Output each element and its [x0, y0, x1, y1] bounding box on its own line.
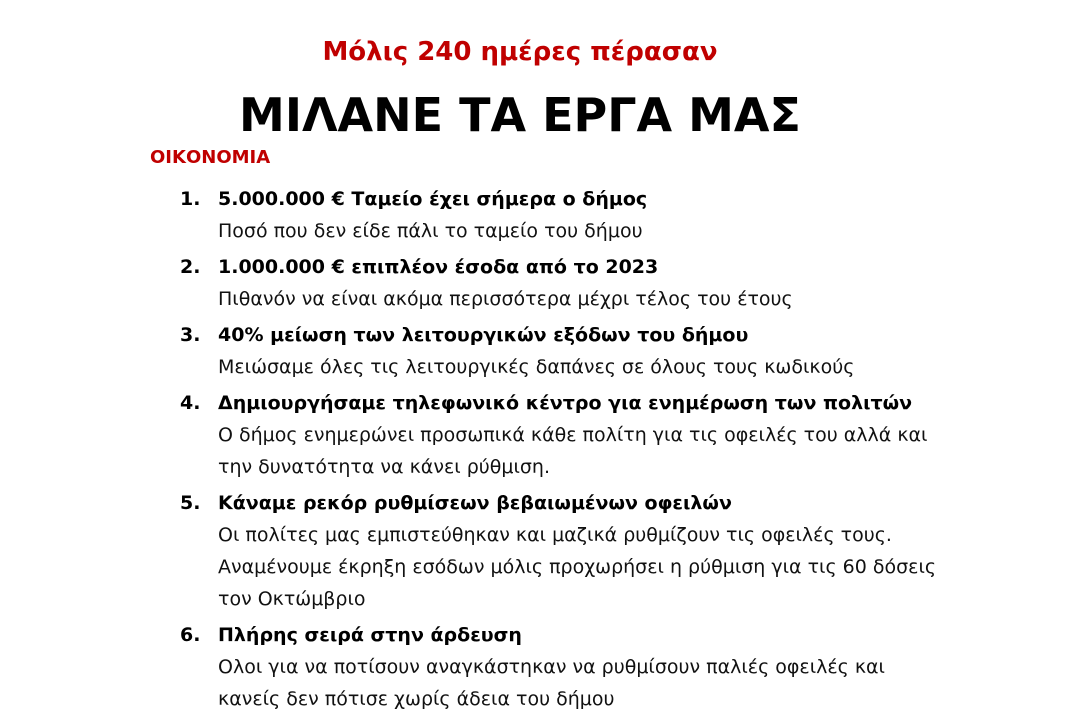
item-description: Ο δήμος ενημερώνει προσωπικά κάθε πολίτη για τις οφειλές του αλλά και την δυνατότητα να κάνει ρύθμιση. — [218, 424, 928, 478]
item-title: 5.000.000 € Ταμείο έχει σήμερα ο δήμος — [218, 188, 648, 210]
section-label: ΟΙΚΟΝΟΜΙΑ — [150, 147, 271, 168]
item-body — [218, 183, 940, 247]
item-description: Ποσό που δεν είδε πάλι το ταμείο του δήμου — [218, 220, 643, 242]
item-number: 1. — [180, 188, 201, 210]
item-title: 1.000.000 € επιπλέον έσοδα από το 2023 — [218, 256, 659, 278]
list-item — [180, 319, 940, 383]
list-item — [180, 387, 940, 483]
item-number: 4. — [180, 392, 201, 414]
item-number: 3. — [180, 324, 201, 346]
item-description: Οι πολίτες μας εμπιστεύθηκαν και μαζικά ρυθμίζουν τις οφειλές τους. Αναμένουμε έκρηξη εσόδων μόλις προχωρήσει η ρύθμιση για τις 60 δόσεις τον Οκτώμβριο — [218, 524, 937, 610]
item-title: Κάναμε ρεκόρ ρυθμίσεων βεβαιωμένων οφειλών — [218, 492, 732, 514]
list-item — [180, 251, 940, 315]
page-title: ΜΙΛΑΝΕ ΤΑ ΕΡΓΑ ΜΑΣ — [239, 88, 801, 142]
achievements-list — [180, 183, 940, 719]
item-body — [218, 619, 940, 715]
item-title: Πλήρης σειρά στην άρδευση — [218, 624, 522, 646]
item-number: 5. — [180, 492, 201, 514]
item-title: Δημιουργήσαμε τηλεφωνικό κέντρο για ενημέρωση των πολιτών — [218, 392, 913, 414]
item-description: Πιθανόν να είναι ακόμα περισσότερα μέχρι τέλος του έτους — [218, 288, 793, 310]
item-body — [218, 487, 940, 615]
item-number: 2. — [180, 256, 201, 278]
item-description: Ολοι για να ποτίσουν αναγκάστηκαν να ρυθμίσουν παλιές οφειλές και κανείς δεν πότισε χωρίς άδεια του δήμου — [218, 656, 885, 710]
list-item — [180, 487, 940, 615]
item-body — [218, 387, 940, 483]
subtitle: Μόλις 240 ημέρες πέρασαν — [322, 37, 718, 67]
item-body — [218, 251, 940, 315]
item-number: 6. — [180, 624, 201, 646]
list-item — [180, 183, 940, 247]
list-item — [180, 619, 940, 715]
item-title: 40% μείωση των λειτουργικών εξόδων του δήμου — [218, 324, 749, 346]
item-description: Μειώσαμε όλες τις λειτουργικές δαπάνες σε όλους τους κωδικούς — [218, 356, 855, 378]
item-body — [218, 319, 940, 383]
